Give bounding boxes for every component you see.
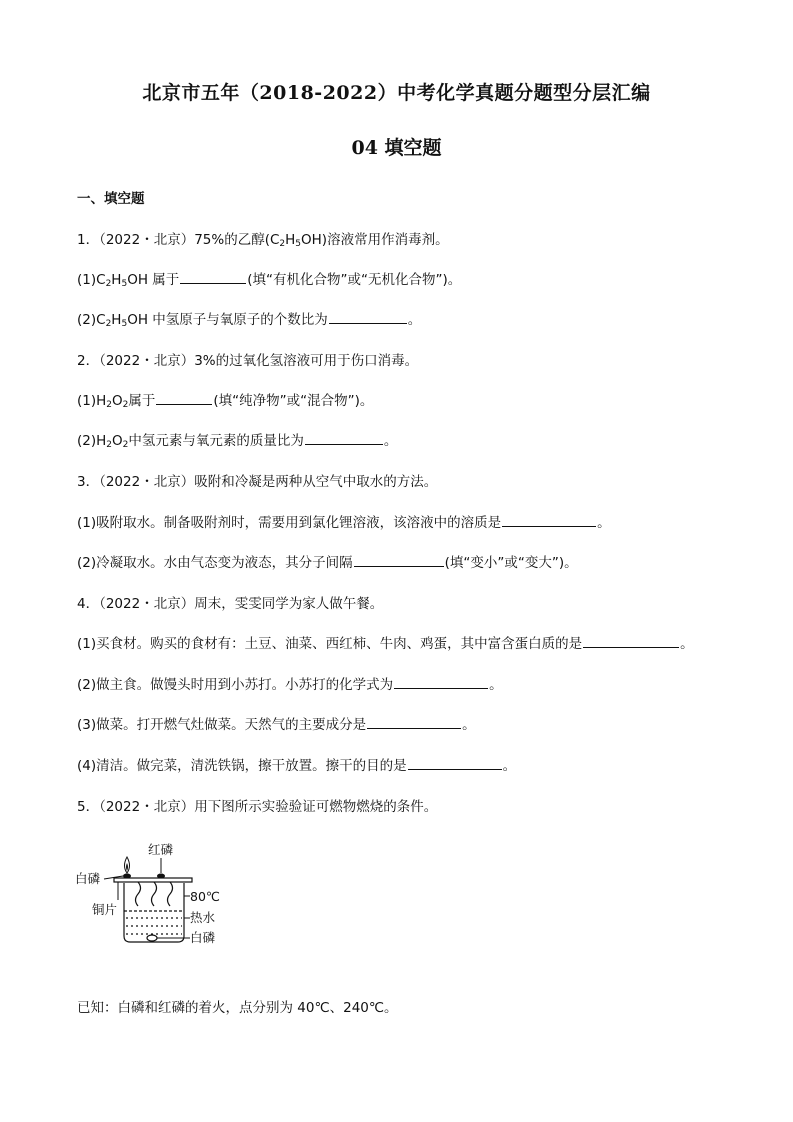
red-phosphorus bbox=[157, 874, 165, 879]
q1-part2: $(2)C_2H_5OH$ 中氢原子与氧原子的个数比为 。 bbox=[77, 308, 421, 329]
q4-stem: 4．（2022・北京）周末，雯雯同学为家人做午餐。 bbox=[77, 596, 384, 612]
label-white-phosphorus-bottom: 白磷 bbox=[190, 930, 216, 945]
white-phosphorus-water bbox=[147, 935, 157, 941]
q1-part1: $(1)C_2H_5OH$ 属于 (填“有机化合物”或“无机化合物”)。 bbox=[77, 268, 461, 289]
label-red-phosphorus: 红磷 bbox=[148, 842, 174, 857]
copper-plate bbox=[114, 878, 192, 882]
q2-part2: $(2)H_2O_2$中氢元素与氧元素的质量比为 。 bbox=[77, 429, 397, 450]
q2-stem: 2．（2022・北京）3%的过氧化氢溶液可用于伤口消毒。 bbox=[77, 353, 419, 369]
answer-blank[interactable] bbox=[180, 269, 246, 284]
q3-stem: 3．（2022・北京）吸附和冷凝是两种从空气中取水的方法。 bbox=[77, 474, 438, 490]
q5-stem: 5．（2022・北京）用下图所示实验验证可燃物燃烧的条件。 bbox=[77, 799, 438, 815]
answer-blank[interactable] bbox=[329, 309, 407, 324]
answer-blank[interactable] bbox=[305, 430, 383, 445]
answer-blank[interactable] bbox=[502, 512, 596, 527]
q1-stem: 1．（2022・北京）75%的乙醇$(C_2H_5OH)$溶液常用作消毒剂。 bbox=[77, 232, 449, 249]
q4-part1: (1)买食材。购买的食材有：土豆、油菜、西红柿、牛肉、鸡蛋，其中富含蛋白质的是 。 bbox=[77, 632, 694, 652]
section-heading: 一、填空题 bbox=[77, 191, 145, 207]
answer-blank[interactable] bbox=[354, 552, 444, 567]
label-hot-water: 热水 bbox=[190, 910, 216, 925]
q3-part1: (1)吸附取水。制备吸附剂时，需要用到氯化锂溶液，该溶液中的溶质是 。 bbox=[77, 511, 611, 531]
q4-part4: (4)清洁。做完菜，清洗铁锅，擦干放置。擦干的目的是 。 bbox=[77, 754, 516, 774]
page-title: 北京市五年（2018-2022）中考化学真题分题型分层汇编 bbox=[142, 82, 651, 104]
answer-blank[interactable] bbox=[408, 755, 502, 770]
answer-blank[interactable] bbox=[583, 633, 679, 648]
answer-blank[interactable] bbox=[394, 674, 488, 689]
label-copper-plate: 铜片 bbox=[92, 902, 118, 917]
q2-part1: $(1)H_2O_2$属于 (填“纯净物”或“混合物”)。 bbox=[77, 389, 373, 410]
q5-known: 已知：白磷和红磷的着火，点分别为 40℃、240℃。 bbox=[77, 1000, 398, 1016]
answer-blank[interactable] bbox=[367, 714, 461, 729]
page-subtitle: 04 填空题 bbox=[351, 137, 442, 159]
label-temperature: 80℃ bbox=[190, 889, 220, 904]
answer-blank[interactable] bbox=[156, 390, 212, 405]
label-white-phosphorus-top: 白磷 bbox=[75, 871, 101, 886]
q4-part3: (3)做菜。打开燃气灶做菜。天然气的主要成分是 。 bbox=[77, 713, 476, 733]
combustion-experiment-figure bbox=[72, 838, 232, 953]
q3-part2: (2)冷凝取水。水由气态变为液态，其分子间隔 (填“变小”或“变大”)。 bbox=[77, 551, 578, 571]
q4-part2: (2)做主食。做馒头时用到小苏打。小苏打的化学式为 。 bbox=[77, 673, 503, 693]
beaker bbox=[124, 882, 184, 942]
white-phosphorus-plate bbox=[123, 874, 131, 879]
